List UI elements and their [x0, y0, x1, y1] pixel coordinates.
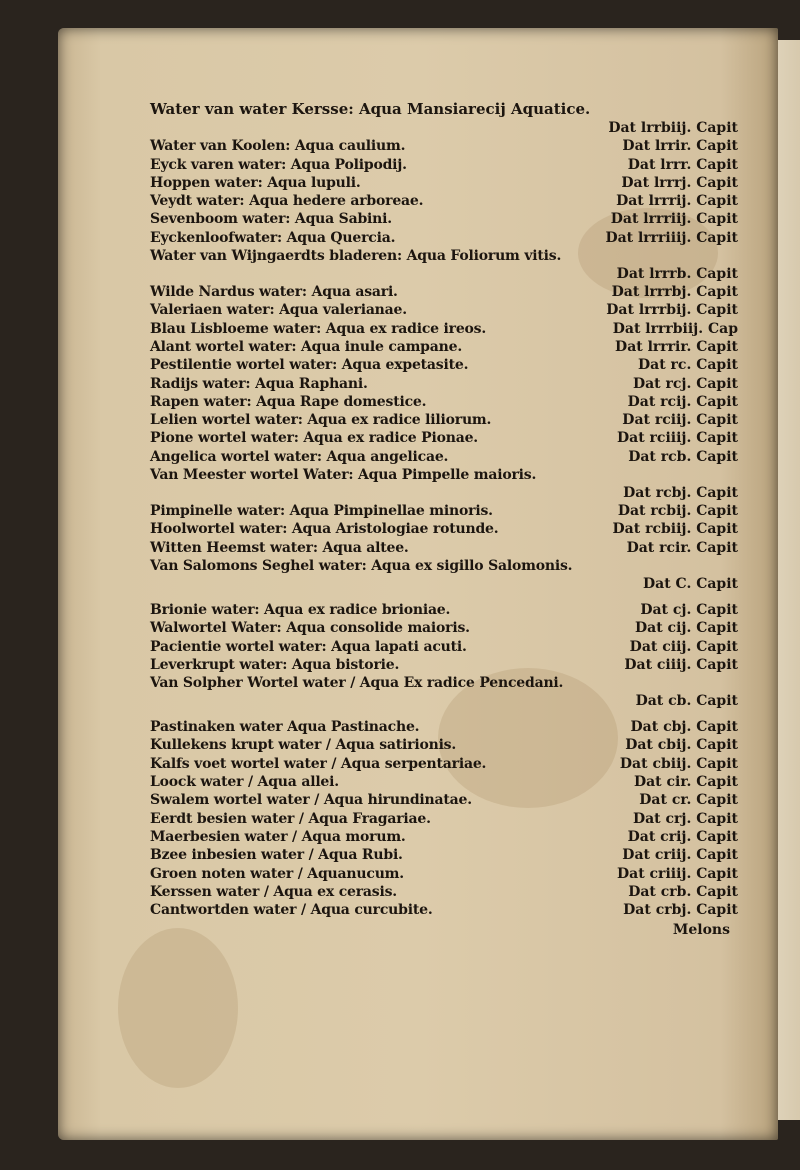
entry-name: Van Meester wortel Water: Aqua Pimpelle maioris. [150, 467, 537, 484]
table-row [150, 675, 750, 711]
entry-name: Eerdt besien water / Aqua Fragariae. [150, 810, 431, 827]
entry-name: Walwortel Water: Aqua consolide maioris. [150, 620, 470, 637]
table-row [150, 503, 750, 521]
chapter-ref: Dat lrrrir. Capit [615, 338, 738, 355]
table-row [150, 756, 750, 774]
table-row [150, 639, 750, 657]
chapter-ref: Dat cij. Capit [635, 620, 738, 637]
chapter-ref: Dat lrrr. Capit [627, 156, 738, 173]
page-header: Water van water Kersse: Aqua Mansiarecij Aquatice. [150, 100, 591, 118]
table-row [150, 339, 750, 357]
table-row [150, 558, 750, 594]
entry-name: Veydt water: Aqua hedere arboreae. [150, 193, 424, 210]
table-row [150, 467, 750, 503]
entry-name: Hoolwortel water: Aqua Aristologiae rotunde. [150, 521, 499, 538]
chapter-ref: Dat crj. Capit [632, 810, 738, 827]
table-row [150, 175, 750, 193]
chapter-ref: Dat C. Capit [643, 575, 738, 592]
entry-name: Pimpinelle water: Aqua Pimpinellae minoris. [150, 503, 493, 520]
chapter-ref: Dat lrrriij. Capit [610, 211, 738, 228]
entry-name: Bzee inbesien water / Aqua Rubi. [150, 847, 403, 864]
entry-name: Van Salomons Seghel water: Aqua ex sigillo Salomonis. [150, 557, 573, 574]
paper-stain [118, 928, 238, 1088]
chapter-ref: Dat crbj. Capit [623, 902, 738, 919]
entry-name: Water van Koolen: Aqua caulium. [150, 138, 406, 155]
entry-list-2 [150, 602, 750, 711]
chapter-ref: Dat ciiij. Capit [624, 656, 738, 673]
table-row [150, 412, 750, 430]
entry-list-3 [150, 719, 750, 920]
table-row [150, 540, 750, 558]
entry-name: Van Solpher Wortel water / Aqua Ex radice Pencedani. [150, 675, 564, 692]
entry-name: Kullekens krupt water / Aqua satirionis. [150, 737, 457, 754]
table-row [150, 302, 750, 320]
chapter-ref: Dat cb. Capit [635, 693, 738, 710]
entry-name: Kalfs voet wortel water / Aqua serpentariae. [150, 755, 487, 772]
chapter-ref: Dat crij. Capit [627, 828, 738, 845]
entry-name: Pione wortel water: Aqua ex radice Pionae. [150, 430, 478, 447]
table-row [150, 193, 750, 211]
entry-name: Lelien wortel water: Aqua ex radice liliorum. [150, 412, 492, 429]
chapter-ref: Dat rciij. Capit [622, 412, 738, 429]
catchword: Melons [672, 922, 730, 939]
entry-name: Water van Wijngaerdts bladeren: Aqua Foliorum vitis. [150, 248, 562, 265]
table-row [150, 847, 750, 865]
entry-name: Leverkrupt water: Aqua bistorie. [150, 656, 400, 673]
table-row [150, 829, 750, 847]
entry-name: Groen noten water / Aquanucum. [150, 865, 404, 882]
table-row [150, 737, 750, 755]
chapter-ref: Dat rcb. Capit [628, 448, 738, 465]
table-row [150, 657, 750, 675]
entry-name: Pastinaken water Aqua Pastinache. [150, 719, 420, 736]
chapter-ref: Dat lrrrj. Capit [621, 174, 738, 191]
chapter-ref: Dat cj. Capit [640, 601, 738, 618]
chapter-ref: Dat lrrriiij. Capit [605, 229, 738, 246]
entry-name: Eyckenloofwater: Aqua Quercia. [150, 229, 396, 246]
table-row [150, 602, 750, 620]
header-chapter-ref: Dat lrrbiij. Capit [608, 120, 738, 136]
chapter-ref: Dat lrrrb. Capit [616, 266, 738, 283]
entry-name: Hoppen water: Aqua lupuli. [150, 174, 361, 191]
chapter-ref: Dat rc. Capit [638, 357, 738, 374]
table-row [150, 211, 750, 229]
chapter-ref: Dat cbij. Capit [625, 737, 738, 754]
chapter-ref: Dat ciij. Capit [629, 638, 738, 655]
chapter-ref: Dat cr. Capit [639, 792, 738, 809]
table-row [150, 449, 750, 467]
entry-name: Witten Heemst water: Aqua altee. [150, 539, 409, 556]
table-row [150, 430, 750, 448]
table-row [150, 811, 750, 829]
table-row [150, 376, 750, 394]
chapter-ref: Dat lrrir. Capit [622, 138, 738, 155]
table-row [150, 521, 750, 539]
chapter-ref: Dat rcbj. Capit [623, 485, 738, 502]
table-row [150, 357, 750, 375]
chapter-ref: Dat criij. Capit [622, 847, 738, 864]
table-row [150, 248, 750, 284]
entry-name: Wilde Nardus water: Aqua asari. [150, 284, 398, 301]
entry-name: Kerssen water / Aqua ex cerasis. [150, 883, 397, 900]
table-row [150, 284, 750, 302]
entry-name: Brionie water: Aqua ex radice brioniae. [150, 601, 451, 618]
chapter-ref: Dat cir. Capit [633, 774, 738, 791]
chapter-ref: Dat rciiij. Capit [616, 430, 738, 447]
chapter-ref: Dat criiij. Capit [616, 865, 738, 882]
chapter-ref: Dat cbj. Capit [630, 719, 738, 736]
table-row [150, 884, 750, 902]
table-row [150, 902, 750, 920]
chapter-ref: Dat lrrrbj. Capit [611, 284, 738, 301]
entry-name: Blau Lisbloeme water: Aqua ex radice ireos. [150, 320, 487, 337]
entry-name: Radijs water: Aqua Raphani. [150, 375, 368, 392]
entry-name: Maerbesien water / Aqua morum. [150, 828, 406, 845]
table-row [150, 157, 750, 175]
table-row [150, 230, 750, 248]
chapter-ref: Dat lrrrbij. Capit [606, 302, 738, 319]
entry-name: Pacientie wortel water: Aqua lapati acuti. [150, 638, 467, 655]
chapter-ref: Dat rcir. Capit [626, 539, 738, 556]
chapter-ref: Dat rcij. Capit [627, 393, 738, 410]
entry-name: Swalem wortel water / Aqua hirundinatae. [150, 792, 472, 809]
table-row [150, 719, 750, 737]
chapter-ref: Dat lrrrbiij. Cap [612, 320, 738, 337]
entry-name: Angelica wortel water: Aqua angelicae. [150, 448, 449, 465]
entry-name: Loock water / Aqua allei. [150, 774, 339, 791]
entry-name: Eyck varen water: Aqua Polipodij. [150, 156, 407, 173]
table-row [150, 792, 750, 810]
entry-name: Cantwortden water / Aqua curcubite. [150, 902, 433, 919]
chapter-ref: Dat rcbiij. Capit [612, 521, 738, 538]
chapter-ref: Dat rcbij. Capit [617, 503, 738, 520]
table-row [150, 866, 750, 884]
chapter-ref: Dat crb. Capit [628, 883, 738, 900]
table-row [150, 394, 750, 412]
table-row [150, 138, 750, 156]
table-row [150, 620, 750, 638]
entry-name: Pestilentie wortel water: Aqua expetasite. [150, 357, 469, 374]
header-reference-line [150, 120, 750, 138]
chapter-ref: Dat cbiij. Capit [619, 755, 738, 772]
entry-name: Valeriaen water: Aqua valerianae. [150, 302, 407, 319]
chapter-ref: Dat lrrrij. Capit [616, 193, 738, 210]
table-row [150, 321, 750, 339]
entry-list-1 [150, 138, 750, 594]
entry-name: Sevenboom water: Aqua Sabini. [150, 211, 392, 228]
entry-name: Rapen water: Aqua Rape domestice. [150, 393, 427, 410]
table-row [150, 774, 750, 792]
chapter-ref: Dat rcj. Capit [632, 375, 738, 392]
page-text [150, 100, 750, 938]
entry-name: Alant wortel water: Aqua inule campane. [150, 338, 462, 355]
